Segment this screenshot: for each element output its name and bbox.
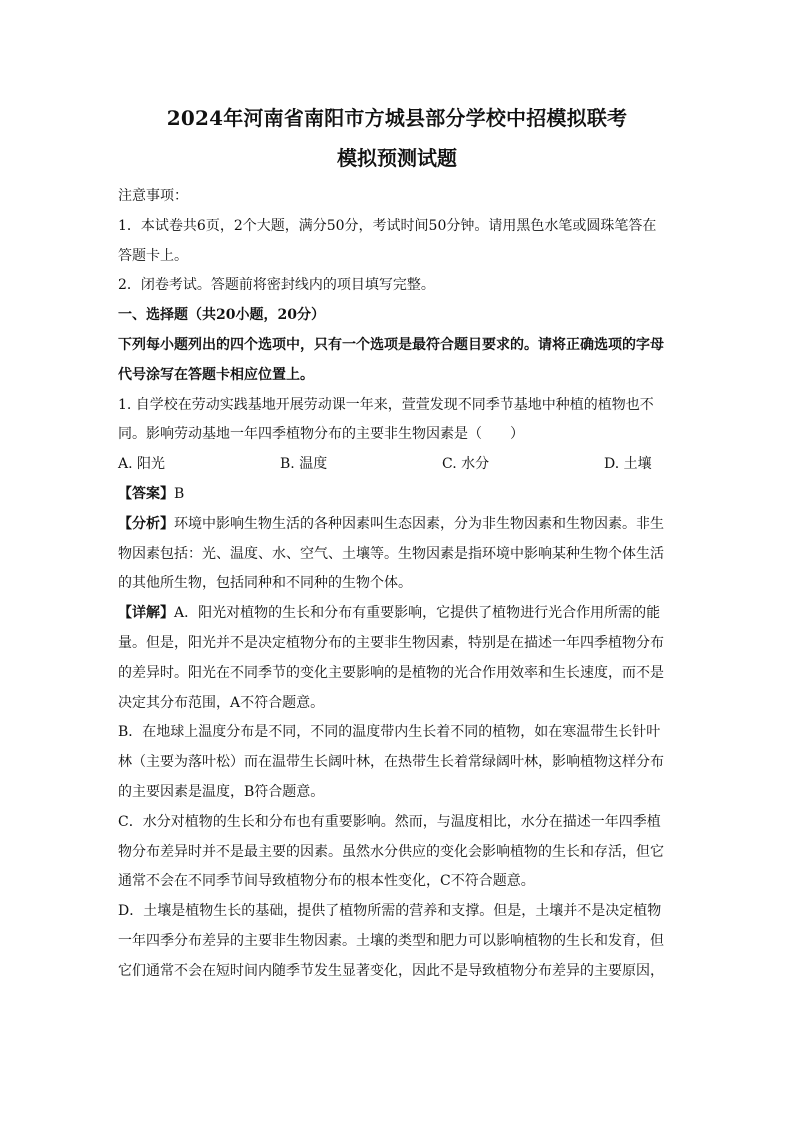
detail-a-line-1	[118, 599, 676, 629]
analysis-line-3: 的其他所生物，包括同种和不同种的生物个体。	[118, 575, 412, 592]
notice-item-1: 1．本试卷共6页，2个大题，满分50分，考试时间50分钟。请用黑色水笔或圆珠笔答在	[118, 217, 657, 234]
detail-d-line-1: D．土壤是植物生长的基础，提供了植物所需的营养和支撑。但是，土壤并不是决定植物	[118, 903, 662, 920]
option-a: A. 阳光	[118, 456, 166, 473]
question-1-stem: 1. 自学校在劳动实践基地开展劳动课一年来，萱萱发现不同季节基地中种植的植物也不	[118, 396, 654, 413]
detail-a-text-1: A．阳光对植物的生长和分布有重要影响，它提供了植物进行光合作用所需的能	[174, 605, 661, 622]
detail-a-line-4: 决定其分布范围，A不符合题意。	[118, 694, 325, 711]
detail-tag: 【详解】	[118, 605, 174, 622]
detail-c-line-3: 通常不会在不同季节间导致植物分布的根本性变化，C不符合题意。	[118, 873, 535, 890]
exam-title: 2024年河南省南阳市方城县部分学校中招模拟联考	[166, 106, 628, 130]
detail-a-line-2: 量。但是，阳光并不是决定植物分布的主要非生物因素，特别是在描述一年四季植物分布	[118, 634, 664, 651]
notice-item-2: 2．闭卷考试。答题前将密封线内的项目填写完整。	[118, 277, 435, 294]
detail-d-line-2: 一年四季分布差异的主要非生物因素。土壤的类型和肥力可以影响植物的生长和发育，但	[118, 932, 664, 949]
option-d: D. 土壤	[604, 456, 652, 473]
detail-d-line-3: 它们通常不会在短时间内随季节发生显著变化，因此不是导致植物分布差异的主要原因，	[118, 962, 664, 979]
detail-b-line-3: 的主要因素是温度，B符合题意。	[118, 783, 325, 800]
detail-b-line-2: 林（主要为落叶松）而在温带生长阔叶林，在热带生长着常绿阔叶林，影响植物这样分布	[118, 754, 664, 771]
answer-value: B	[174, 485, 185, 502]
section-instructions-cont: 代号涂写在答题卡相应位置上。	[118, 366, 314, 383]
section-instructions: 下列每小题列出的四个选项中，只有一个选项是最符合题目要求的。请将正确选项的字母	[118, 336, 664, 353]
option-b: B. 温度	[280, 456, 328, 473]
answer-line	[118, 480, 676, 510]
answer-tag: 【答案】	[118, 485, 174, 502]
question-1-options	[118, 450, 676, 480]
detail-b-line-1: B．在地球上温度分布是不同，不同的温度带内生长着不同的植物，如在寒温带生长针叶	[118, 724, 661, 741]
detail-a-line-3: 的差异时。阳光在不同季节的变化主要影响的是植物的光合作用效率和生长速度，而不是	[118, 664, 664, 681]
page-content	[118, 98, 676, 987]
question-1-stem-cont: 同。影响劳动基地一年四季植物分布的主要非生物因素是（ ）	[118, 426, 524, 443]
detail-c-line-1: C．水分对植物的生长和分布也有重要影响。然而，与温度相比，水分在描述一年四季植	[118, 813, 661, 830]
notice-item-1-cont: 答题卡上。	[118, 247, 188, 264]
option-c: C. 水分	[442, 456, 490, 473]
analysis-line-2: 物因素包括：光、温度、水、空气、土壤等。生物因素是指环境中影响某种生物个体生活	[118, 545, 664, 562]
detail-c-line-2: 物分布差异时并不是最主要的因素。虽然水分供应的变化会影响植物的生长和存活，但它	[118, 843, 664, 860]
analysis-tag: 【分析】	[118, 515, 174, 532]
exam-subtitle: 模拟预测试题	[337, 146, 457, 170]
section-heading: 一、选择题（共20小题，20分）	[118, 307, 325, 324]
analysis-text-1: 环境中影响生物生活的各种因素叫生态因素，分为非生物因素和生物因素。非生	[174, 515, 664, 532]
analysis-line-1	[118, 510, 676, 540]
notice-heading: 注意事项：	[118, 188, 188, 204]
